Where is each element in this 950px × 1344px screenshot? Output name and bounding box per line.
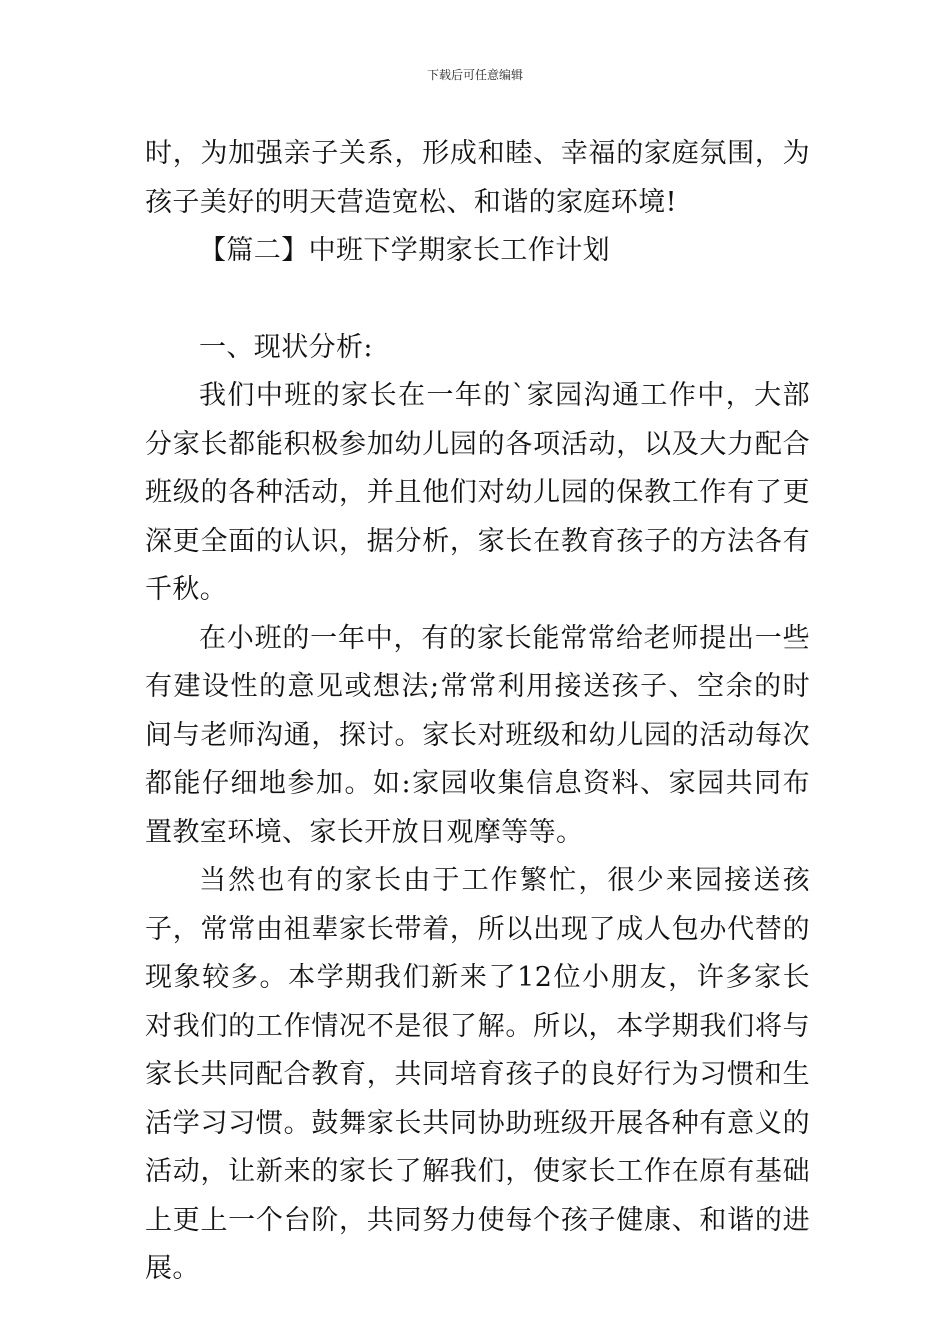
paragraph-parents-overview: 我们中班的家长在一年的`家园沟通工作中，大部分家长都能积极参加幼儿园的各项活动，以及大力配合班级的各种活动，并且他们对幼儿园的保教工作有了更深更全面的认识，据分析，家长在教育孩子的方法各有千秋。: [145, 380, 810, 605]
document-body: [145, 130, 810, 1294]
section-title: 【篇二】中班下学期家长工作计划: [199, 235, 610, 266]
paragraph-continuation: 时，为加强亲子关系，形成和睦、幸福的家庭氛围，为孩子美好的明天营造宽松、和谐的家庭环境!: [145, 138, 810, 218]
page-header: 下载后可任意编辑: [426, 68, 523, 82]
blank-line: [145, 276, 810, 324]
subheading-status-analysis: 一、现状分析:: [199, 331, 373, 363]
paragraph-small-class-year: 在小班的一年中，有的家长能常常给老师提出一些有建设性的意见或想法;常常利用接送孩子、空余的时间与老师沟通，探讨。家长对班级和幼儿园的活动每次都能仔细地参加。如:家园收集信息资料、家园共同布置教室环境、家长开放日观摩等等。: [145, 622, 810, 848]
paragraph-busy-parents: 当然也有的家长由于工作繁忙，很少来园接送孩子，常常由祖辈家长带着，所以出现了成人包办代替的现象较多。本学期我们新来了12位小朋友，许多家长对我们的工作情况不是很了解。所以，本学期我们将与家长共同配合教育，共同培育孩子的良好行为习惯和生活学习习惯。鼓舞家长共同协助班级开展各种有意义的活动，让新来的家长了解我们，使家长工作在原有基础上更上一个台阶，共同努力使每个孩子健康、和谐的进展。: [145, 865, 810, 1284]
